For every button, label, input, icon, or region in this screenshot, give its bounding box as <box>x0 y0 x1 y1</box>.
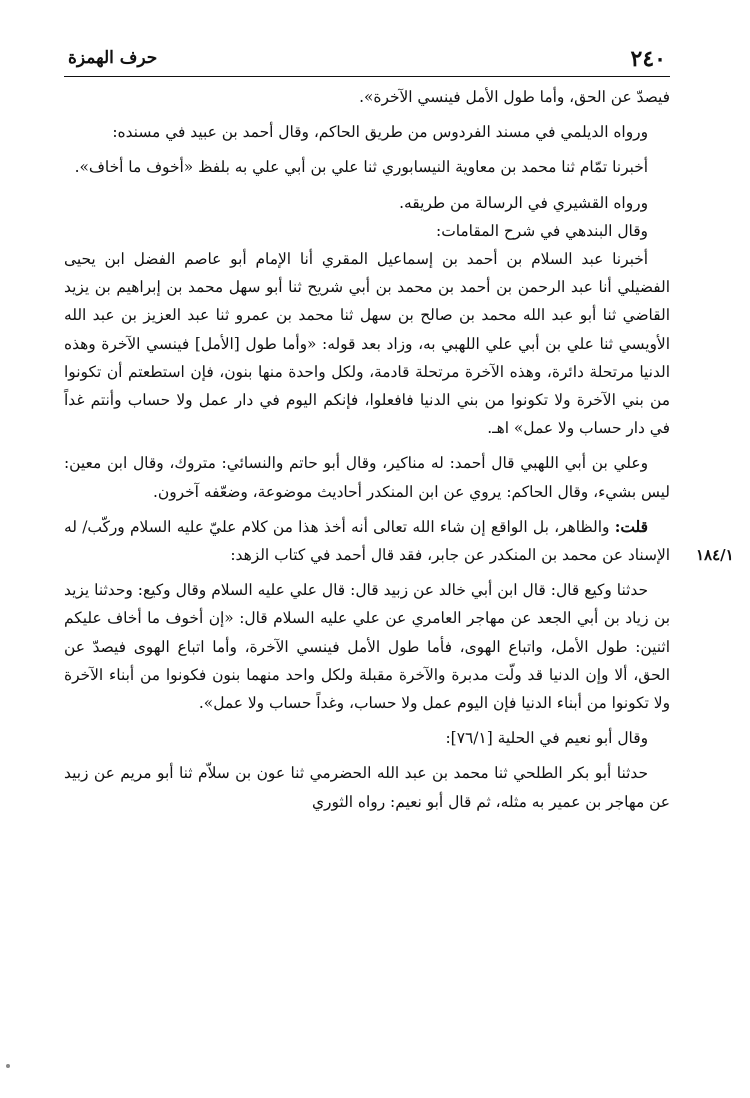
paragraph-waki: حدثنا وكيع قال: قال ابن أبي خالد عن زبيد قال: قال علي عليه السلام وقال وكيع: وحدثنا يزيد بن زياد بن أبي الجعد عن مهاجر العامري عن علي عليه السلام قال: «إن أخوف ما أخاف عليكم اثنين: طول الأمل، واتباع الهوى، فأما طول الأمل فينسي الآخرة، وأما اتباع الهوى فيصدّ عن الحق، ألا وإن الدنيا قد ولّت مدبرة والآخرة مقبلة ولكل واحد منهما بنون فكونوا من أبناء الآخرة ولا تكونوا من أبناء الدنيا فإن اليوم عمل ولا حساب، وغداً حساب ولا عمل». <box>64 581 670 713</box>
paragraph-lahabi: وعلي بن أبي اللهبي قال أحمد: له مناكير، وقال أبو حاتم والنسائي: متروك، وقال ابن معين: ليس بشيء، وقال الحاكم: يروي عن ابن المنكدر أحاديث موضوعة، وضعّفه آخرون. <box>64 454 670 501</box>
paragraph-bandahi: وقال البندهي في شرح المقامات: <box>436 221 648 240</box>
paragraph-hilya-ref: وقال أبو نعيم في الحلية [٧٦/١]: <box>445 729 648 748</box>
qultu-lead-word: قلت: <box>614 517 648 536</box>
book-page <box>64 42 734 1072</box>
paragraph-daylami: ورواه الديلمي في مسند الفردوس من طريق الحاكم، وقال أحمد بن عبيد في مسنده: <box>112 123 648 142</box>
page-number: ٢٤٠ <box>630 46 666 72</box>
paragraph-talhi: حدثنا أبو بكر الطلحي ثنا محمد بن عبد الله الحضرمي ثنا عون بن سلاّم ثنا أبو مريم عن زبيد عن مهاجر بن عمير به مثله، ثم قال أبو نعيم: رواه الثوري <box>64 764 670 811</box>
qultu-text: والظاهر، بل الواقع إن شاء الله تعالى أنه أخذ هذا من كلام عليّ عليه السلام وركّب/ له الإسناد عن محمد بن المنكدر عن جابر، فقد قال أحمد في كتاب الزهد: <box>64 517 670 565</box>
margin-folio-note: ١٨٤/١ <box>696 545 734 564</box>
running-title: حرف الهمزة <box>68 48 158 68</box>
paragraph-tammam: أخبرنا تمّام ثنا محمد بن معاوية النيسابوري ثنا علي بن أبي علي به بلفظ «أخوف ما أخاف». <box>74 158 648 177</box>
paragraph-qultu <box>64 513 734 569</box>
page-header <box>64 42 670 77</box>
paragraph-isnad-long: أخبرنا عبد السلام بن أحمد بن إسماعيل المقري أنا الإمام أبو عاصم الفضل ابن يحيى الفضيلي أنا عبد الرحمن بن أحمد بن محمد بن أبي شريح ثنا أبو سهل محمد بن إبراهيم بن يزيد القاضي ثنا أبو عبد الله محمد بن صالح بن سهل ثنا محمد بن عمرو ثنا عبد العزيز بن عبد الله الأويسي ثنا علي بن أبي علي اللهبي به، وزاد بعد قوله: «وأما طول [الأمل] فينسي الآخرة وهذه الدنيا مرتحلة دائرة، وهذه الآخرة مرتحلة قادمة، ولكل واحدة منها بنون، فإن استطعتم أن تكونوا من بني الآخرة ولا تكونوا من بني الدنيا فافعلوا، فإنكم اليوم في دار عمل ولا حساب وأنتم غداً في دار حساب ولا عمل» اهـ. <box>64 250 670 438</box>
page-body <box>64 83 734 816</box>
paragraph-qushayri: ورواه القشيري في الرسالة من طريقه. <box>399 193 648 212</box>
paragraph-continuation: فيصدّ عن الحق، وأما طول الأمل فينسي الآخرة». <box>359 88 670 106</box>
scan-speck <box>6 1064 10 1068</box>
